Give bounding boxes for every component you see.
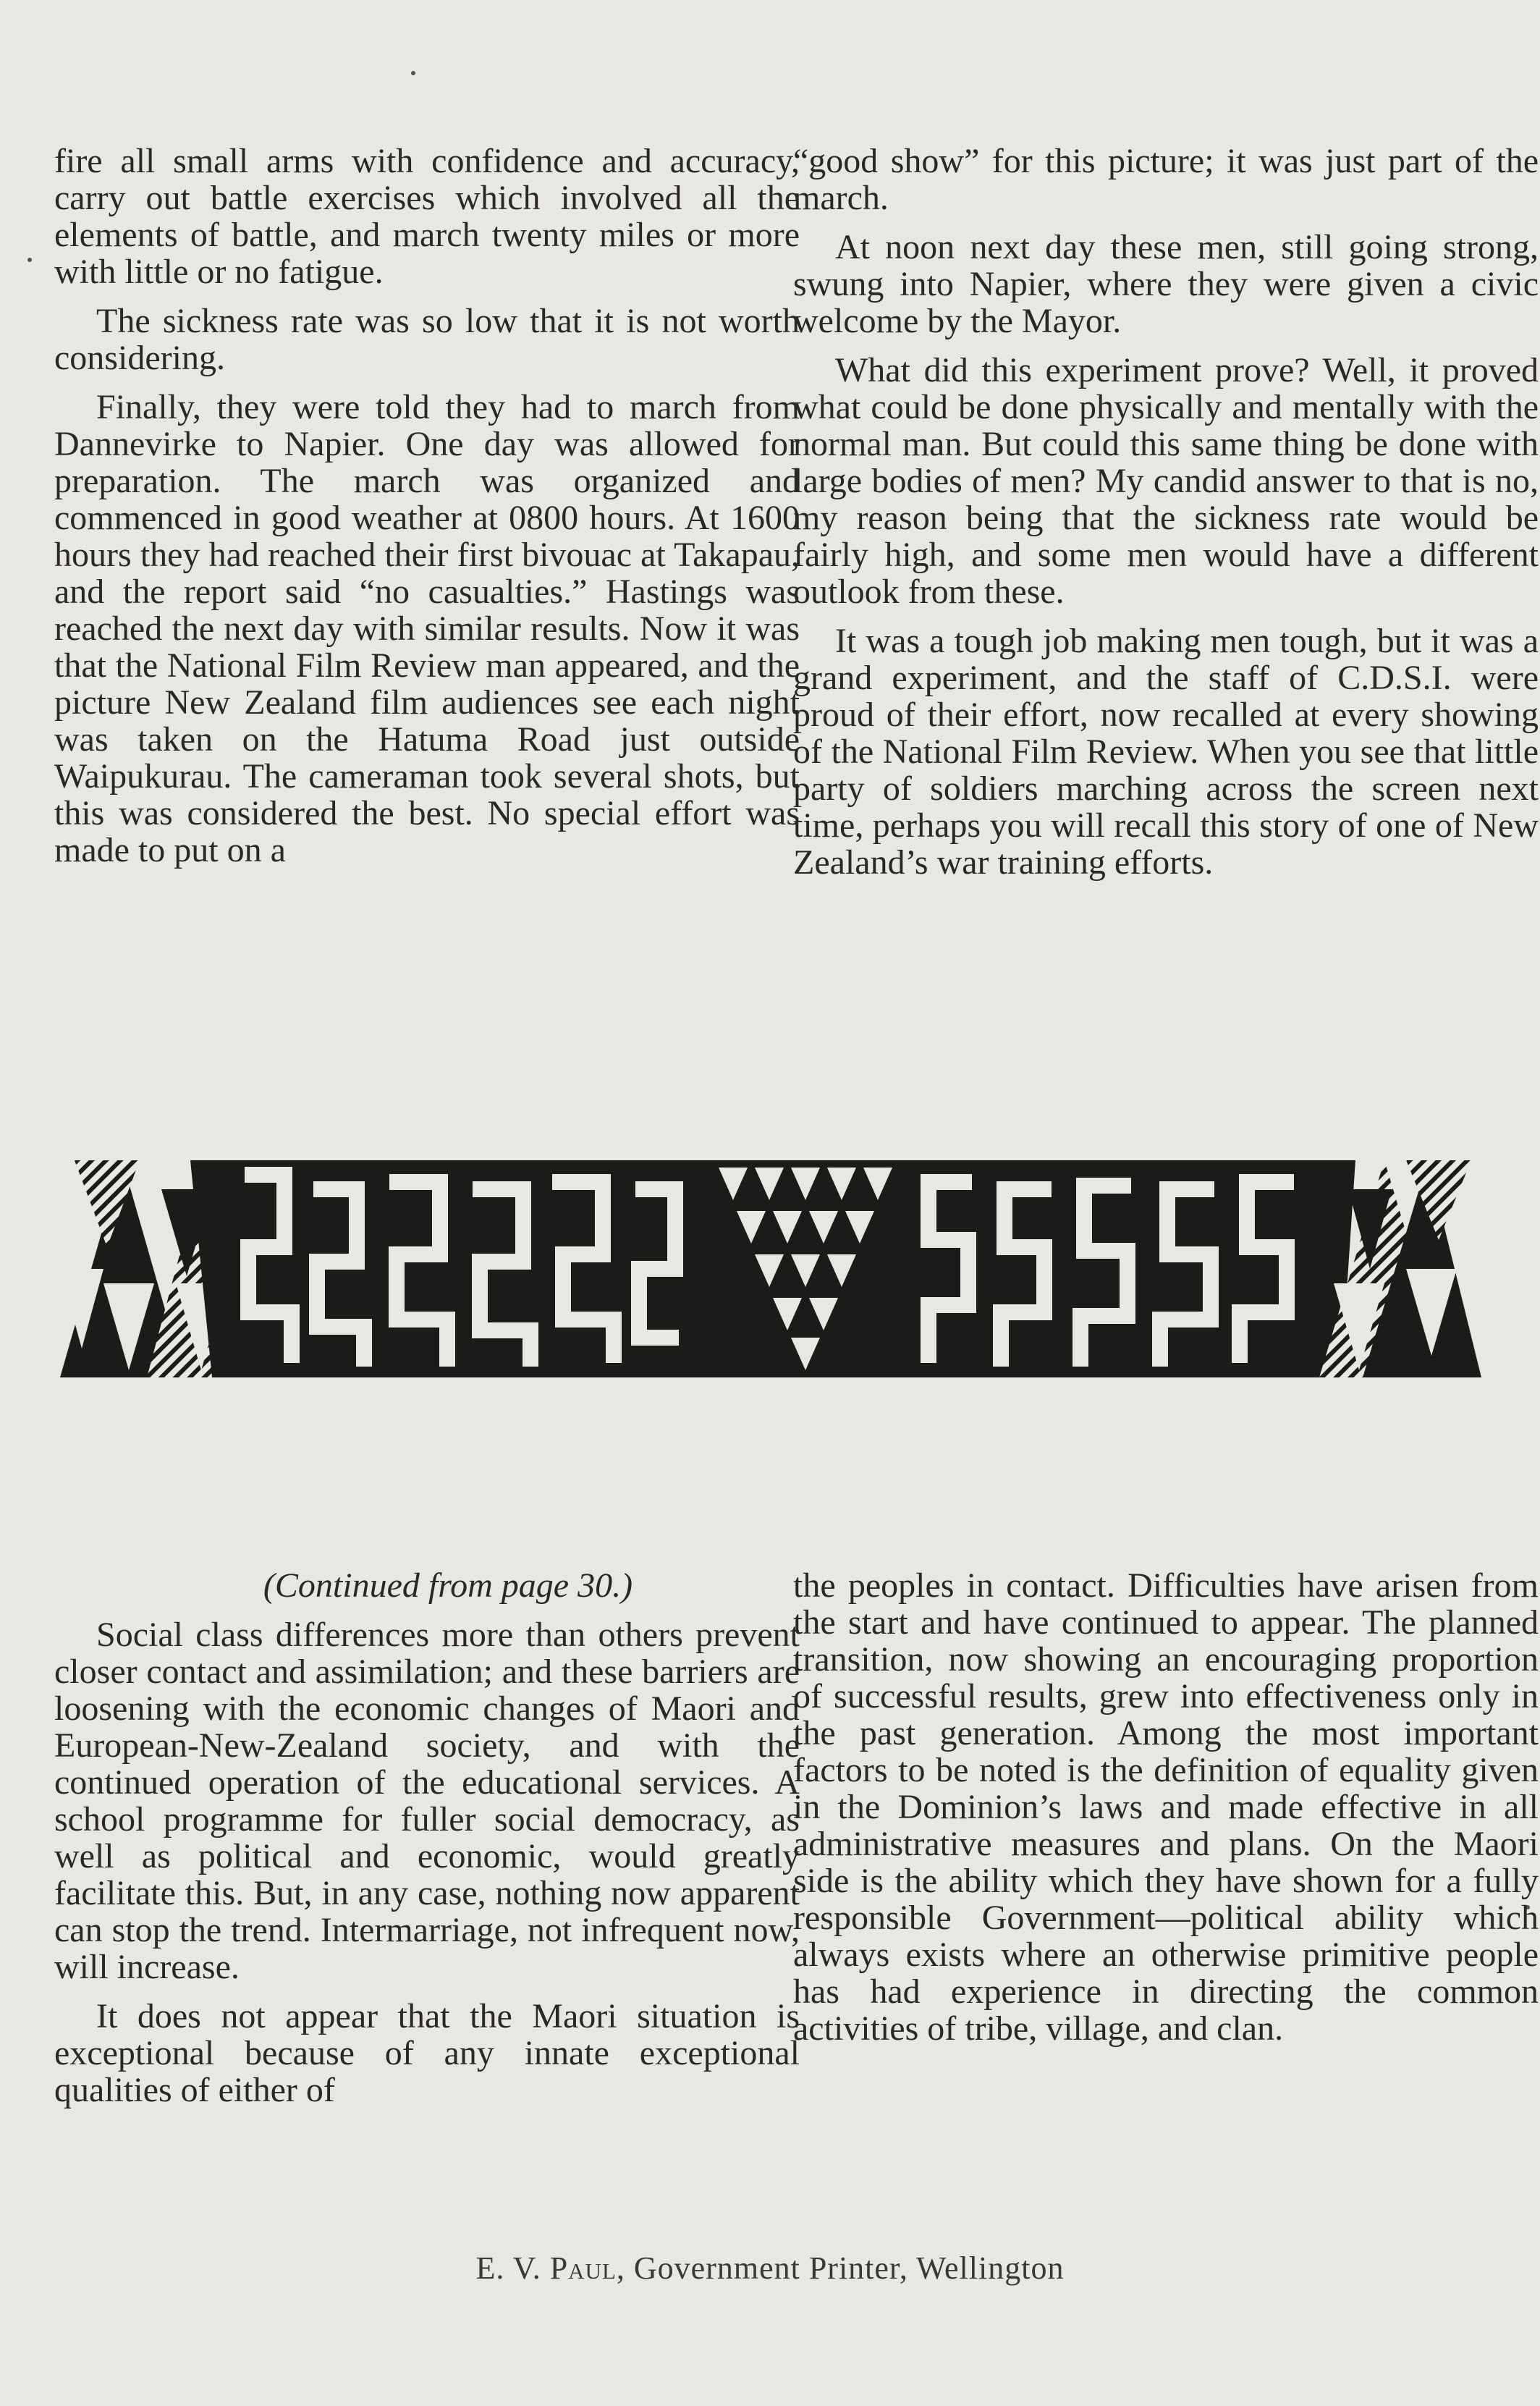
paragraph: fire all small arms with confidence and accuracy, carry out battle exercises which involved all the elements of battle, and march twenty miles or more with little or no fatigue.: [54, 142, 800, 291]
paragraph: The sickness rate was so low that it is not worth considering.: [54, 302, 800, 377]
paragraph: What did this experiment prove? Well, it proved what could be done physically and mentally with the normal man. But could this same thing be done with large bodies of men? My candid answer to that is no, my reason being that the sickness rate would be fairly high, and some men would have a different outlook from these.: [793, 351, 1539, 611]
top-left-column: [54, 143, 800, 881]
paragraph: the peoples in contact. Difficulties have arisen from the start and have continued to appear. The planned transition, now showing an encouraging proportion of successful results, grew into effectiveness only in the past generation. Among the most important factors to be noted is the definition of equality given in the Dominion’s laws and made effective in all administrative measures and plans. On the Maori side is the ability which they have shown for a fully responsible Government—political ability which always exists where an otherwise primitive people has had experience in directing the common activities of tribe, village, and clan.: [793, 1566, 1539, 2048]
paragraph: “good show” for this picture; it was just part of the march.: [793, 142, 1539, 217]
paragraph: It does not appear that the Maori situation is exceptional because of any innate exceptional qualities of either of: [54, 1997, 800, 2109]
paragraph: At noon next day these men, still going strong, swung into Napier, where they were given a civic welcome by the Mayor.: [793, 228, 1539, 340]
maori-kowhaiwhai-border-icon: [60, 1160, 1481, 1377]
paragraph: Finally, they were told they had to march from Dannevirke to Napier. One day was allowed for preparation. The march was organized and commenced in good weather at 0800 hours. At 1600 hours they had reached their first bivouac at Takapau, and the report said “no casualties.” Hastings was reached the next day with similar results. Now it was that the National Film Review man appeared, and the picture New Zealand film audiences see each night was taken on the Hatuma Road just outside Waipukurau. The cameraman took several shots, but this was considered the best. No special effort was made to put on a: [54, 388, 800, 869]
printer-imprint: [0, 2250, 1540, 2287]
paragraph: It was a tough job making men tough, but it was a grand experiment, and the staff of C.D.S.I. were proud of their effort, now recalled at every showing of the National Film Review. When you see that little party of soldiers marching across the screen next time, perhaps you will recall this story of one of New Zealand’s war training efforts.: [793, 622, 1539, 882]
bottom-left-column: [54, 1567, 800, 2121]
printer-details: , Government Printer, Wellington: [616, 2250, 1065, 2286]
speck: [411, 71, 415, 75]
bottom-right-column: [793, 1567, 1539, 2059]
continued-note: (Continued from page 30.): [263, 1566, 633, 1605]
speck: [28, 258, 32, 262]
printer-name: E. V. Paul: [475, 2250, 617, 2286]
top-right-column: [793, 143, 1539, 893]
paragraph: Social class differences more than others prevent closer contact and assimilation; and these barriers are loosening with the economic changes of Maori and European-New-Zealand society, and with the continued operation of the educational services. A school programme for fuller social democracy, as well as political and economic, would greatly facilitate this. But, in any case, nothing now apparent can stop the trend. Intermarriage, not infrequent now, will increase.: [54, 1616, 800, 1986]
